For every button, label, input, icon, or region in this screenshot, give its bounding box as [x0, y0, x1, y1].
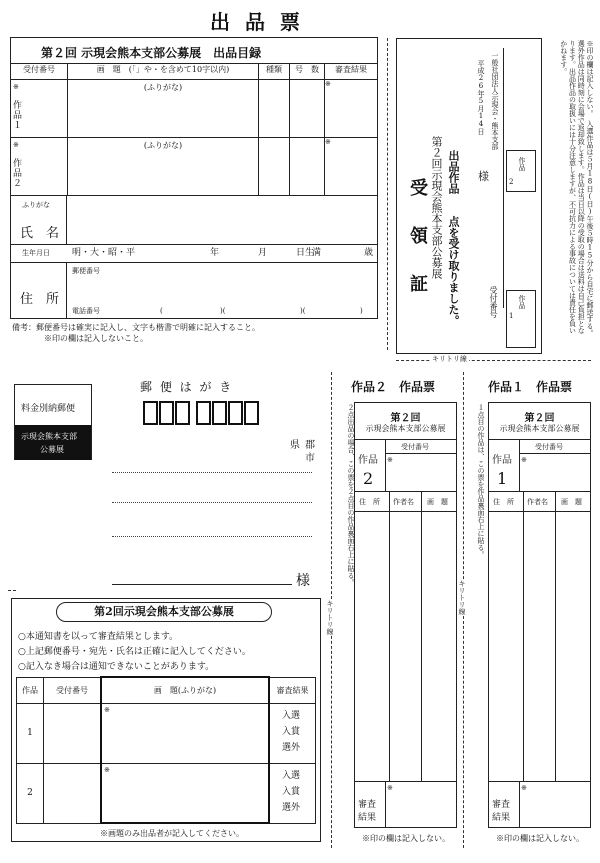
title-cell[interactable]: ※ [101, 703, 269, 763]
result-option: 入賞 [282, 726, 301, 737]
col-receipt: 受付番号 [44, 677, 102, 703]
birth-day: 日生 [296, 248, 315, 258]
phone-paren: ) [360, 307, 363, 315]
notice-line-3: ○記入なき場合は通知できないことがあります。 [18, 662, 215, 672]
cutline-label: キリトリ線 [432, 355, 467, 363]
furigana-label: ふりがな [22, 201, 50, 209]
postage-black-band [15, 425, 91, 460]
receipt-issuer: 一般社団法人示現会・熊本支部 [491, 52, 499, 150]
col-title: 画 題(ふりがな) [101, 677, 269, 703]
postcard-sama: 様 [296, 573, 310, 589]
tag-author-label: 作者名 [527, 498, 548, 506]
birth-label: 生年月日 [22, 249, 50, 257]
mark: ※ [13, 141, 19, 149]
result-1: ※ [325, 80, 378, 138]
mark: ※ [13, 83, 19, 91]
tag-judge-label: 審査結果 [492, 800, 511, 823]
catalog-note-1: 備考：郵便番号は確実に記入し、文字も楷書で明確に記入すること。 [12, 323, 260, 332]
col-kind: 種類 [259, 64, 290, 80]
phone-paren: ( [160, 307, 163, 315]
postage-text: 示現会熊本支部 [21, 432, 77, 441]
result-cell [269, 763, 316, 823]
postage-text: 料金別納郵便 [21, 404, 76, 414]
row-num: 2 [17, 763, 44, 823]
tag2-header: 作品２ 作品票 [351, 380, 436, 394]
receipt-line1: 第２回示現会熊本支部公募展 [430, 136, 443, 279]
name-label: 氏 名 [20, 226, 60, 241]
notice-line-2: ○上記郵便番号・宛先・氏名は正確に記入してください。 [18, 647, 251, 657]
tag-title-label: 画 題 [561, 498, 582, 506]
birth-year: 年 [210, 248, 220, 258]
catalog-table [10, 63, 378, 196]
receipt-work1-box [506, 290, 536, 348]
catalog-note-2: ※印の欄は記入しないこと。 [44, 334, 148, 343]
size-1[interactable] [290, 80, 325, 138]
notice-title: 第2回示現会熊本支部公募展 [56, 602, 272, 622]
mark: ※ [387, 784, 393, 792]
notice-row-2 [17, 763, 316, 823]
result-option: 選外 [282, 802, 301, 813]
label: 作品 [518, 157, 526, 171]
mark: ※ [387, 456, 393, 464]
tag1-foot: ※印の欄は記入しない。 [496, 834, 584, 843]
postcard-cutline-label: キリトリ線 [326, 600, 334, 635]
tag-work-number: 2 [363, 469, 374, 488]
receipt-line2: 出品作品 点を受け取りました。 [447, 150, 460, 326]
birth-full: 満 [312, 248, 322, 258]
postage-stamp-box [14, 384, 92, 460]
kind-2[interactable] [259, 138, 290, 196]
tag-subtitle: 示現会熊本支部公募展 [365, 424, 446, 433]
tag1-header: 作品１ 作品票 [488, 380, 573, 394]
tag-title: 第２回 [524, 413, 555, 424]
receipt-cell [44, 703, 102, 763]
row-num: 1 [17, 703, 44, 763]
furigana-2[interactable]: (ふりがな) [68, 138, 259, 196]
postage-text: 公募展 [40, 445, 64, 454]
tag2-foot: ※印の欄は記入しない。 [362, 834, 450, 843]
address-line[interactable] [112, 472, 312, 473]
mark: ※ [521, 784, 527, 792]
label: 1 [509, 312, 514, 320]
cut-line [396, 360, 591, 361]
address-line[interactable] [112, 502, 312, 503]
tag-judge-label: 審査結果 [358, 800, 377, 823]
receipt-cell [44, 763, 102, 823]
postal-code-boxes[interactable] [143, 401, 260, 429]
address-line[interactable] [112, 536, 312, 537]
result-option: 入選 [282, 770, 301, 781]
tag-title: 第２回 [390, 413, 421, 424]
col-result: 審査結果 [269, 677, 316, 703]
col-title: 画 題 (「」や・を含めて10字以内) [68, 64, 259, 80]
tag-work-label: 作品 [358, 455, 378, 466]
tag1-box [488, 402, 591, 828]
phone-paren: )( [220, 307, 226, 315]
receipt-title: 受 領 証 [407, 178, 428, 298]
work2-label: 作品２ [13, 159, 23, 189]
city-label: 市 [305, 453, 315, 464]
phone-paren: )( [300, 307, 306, 315]
result-cell [269, 703, 316, 763]
result-option: 入賞 [282, 786, 301, 797]
col-receipt: 受付番号 [11, 64, 68, 80]
tag-work-label: 作品 [492, 455, 512, 466]
tag-subtitle: 示現会熊本支部公募展 [499, 424, 580, 433]
birth-age: 歳 [364, 248, 374, 258]
tag-addr-label: 住 所 [359, 498, 380, 506]
tag2-box [354, 402, 457, 828]
name-field[interactable] [70, 214, 370, 236]
tag-cutline-label: キリトリ線 [458, 580, 466, 615]
tag-receipt-label: 受付番号 [535, 443, 563, 451]
county-label: 郡 [305, 440, 315, 451]
phone-label: 電話番号 [72, 307, 100, 315]
notice-row-1 [17, 703, 316, 763]
tag-author-label: 作者名 [393, 498, 414, 506]
label: 作品 [518, 295, 526, 309]
applicant-block [10, 196, 378, 319]
notice-line-1: ○本通知書を以って審査結果とします。 [18, 632, 179, 642]
result-2: ※ [325, 138, 378, 196]
tag1-side-note: １点目の作品は、この票を作品裏面右上に貼る。 [477, 404, 485, 558]
tag-receipt-label: 受付番号 [401, 443, 429, 451]
birth-month: 月 [258, 248, 268, 258]
postal-label: 郵便番号 [72, 267, 100, 275]
receipt-sama: 様 [478, 170, 489, 183]
work1-label: 作品１ [13, 101, 23, 131]
address-label: 住 所 [20, 292, 60, 307]
size-2[interactable] [290, 138, 325, 196]
furigana-1[interactable]: (ふりがな) [68, 80, 259, 138]
tag2-side-note: ２点出品の場合、この票を２点目の作品裏面右上に貼る。 [347, 404, 355, 586]
catalog-title: 第２回 示現会熊本支部公募展 出品目録 [41, 46, 262, 60]
tag-work-number: 1 [497, 469, 508, 488]
notice-table [16, 676, 316, 824]
birth-era: 明・大・昭・平 [72, 248, 136, 258]
page-title: 出 品 票 [210, 10, 304, 34]
kind-1[interactable] [259, 80, 290, 138]
postcard-header: 郵 便 は が き [140, 380, 234, 394]
col-size: 号 数 [290, 64, 325, 80]
result-option: 入選 [282, 710, 301, 721]
label: 2 [509, 178, 514, 186]
mark: ※ [521, 456, 527, 464]
result-option: 選外 [282, 742, 301, 753]
receipt-no-label: 受付番号 [489, 286, 498, 318]
cut-line [387, 38, 388, 350]
pref-label: 県 [290, 440, 300, 451]
col-work: 作品 [17, 677, 44, 703]
notice-footnote: ※画題のみ出品者が記入してください。 [100, 829, 244, 838]
col-result: 審査結果 [325, 64, 378, 80]
receipt-date: 平成26年5月14日 [477, 60, 485, 135]
tag-addr-label: 住 所 [493, 498, 514, 506]
title-cell[interactable]: ※ [101, 763, 269, 823]
catalog-row-1 [11, 80, 378, 138]
name-line[interactable] [112, 584, 292, 585]
catalog-row-2 [11, 138, 378, 196]
tag-title-label: 画 題 [427, 498, 448, 506]
receipt-notes: ※印の欄は記入しない。 入選作品は５月18日(日)午後５時15分から自宅に郵送する。選外作品は同時刻に会場で返却致します。作品は当日以降の受取の場合は送料は自己負担となります。出品作品の取扱いには十分注意しますが、不可抗力による事故については責任を負いかねます。 [559, 40, 594, 337]
receipt-work2-box [506, 150, 536, 192]
